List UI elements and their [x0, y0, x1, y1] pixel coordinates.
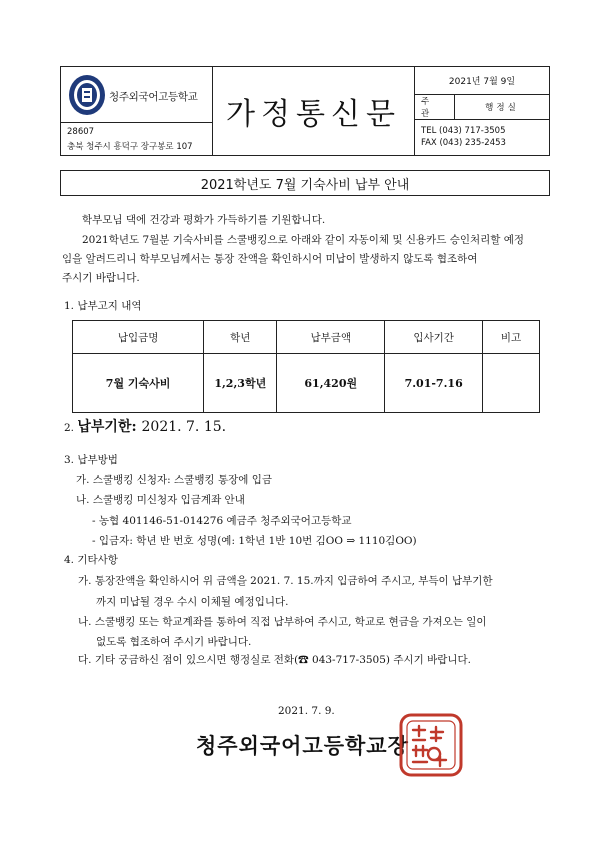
- issue-date: 2021년 7월 9일: [415, 67, 549, 95]
- fax: FAX (043) 235-2453: [421, 138, 506, 148]
- dept-value: 행정실: [485, 103, 519, 113]
- school-logo-row: [61, 67, 212, 123]
- footer-date: 2021. 7. 9.: [278, 705, 335, 717]
- list-item: - 농협 401146-51-014276 예금주 청주외국어고등학교: [92, 515, 352, 527]
- postcode: 28607: [67, 127, 95, 137]
- table-header-row: [73, 321, 540, 354]
- school-name: 청주외국어고등학교: [109, 91, 198, 103]
- due-label: 납부기한:: [77, 419, 142, 435]
- intro-line: 임을 알려드리니 학부모님께서는 통장 잔액을 확인하시어 미납이 발생하지 않도록 협조하여: [62, 253, 478, 265]
- address: 충북 청주시 흥덕구 장구봉로 107: [67, 142, 193, 152]
- payment-table: [72, 320, 540, 413]
- table-cell: [483, 354, 540, 413]
- list-item: 없도록 협조하여 주시기 바랍니다.: [96, 636, 252, 648]
- intro-line: 학부모님 댁에 건강과 평화가 가득하기를 기원합니다.: [82, 214, 326, 226]
- subject-box: 2021학년도 7월 기숙사비 납부 안내: [60, 170, 550, 196]
- section-heading: 4. 기타사항: [64, 554, 118, 566]
- list-item: 가. 스쿨뱅킹 신청자: 스쿨뱅킹 통장에 입금: [76, 474, 272, 486]
- document-title: 가정통신문: [226, 97, 401, 132]
- header-info-cell: [414, 67, 549, 155]
- column-header: 입사기간: [385, 321, 483, 354]
- table-cell: 7월 기숙사비: [73, 354, 204, 413]
- due-value: 2021. 7. 15.: [141, 419, 227, 435]
- table-cell: 1,2,3학년: [204, 354, 277, 413]
- due-date-line: [64, 416, 226, 436]
- section-heading: 1. 납부고지 내역: [64, 300, 142, 312]
- column-header: 학년: [204, 321, 277, 354]
- dept-label: 주 관: [415, 95, 455, 119]
- table-cell: 7.01-7.16: [385, 354, 483, 413]
- list-item: 다. 기타 궁금하신 점이 있으시면 행정실로 전화(☎ 043-717-3505) 주시기 바랍니다.: [78, 654, 472, 666]
- column-header: 납입금명: [73, 321, 204, 354]
- header-school-cell: [61, 67, 213, 155]
- school-emblem-icon: [67, 73, 107, 117]
- section-heading: 3. 납부방법: [64, 454, 118, 466]
- signature: 청주외국어고등학교장: [196, 734, 409, 758]
- column-header: 비고: [483, 321, 540, 354]
- table-cell: 61,420원: [277, 354, 385, 413]
- list-item: - 입금자: 학년 반 번호 성명(예: 1학년 1반 10번 김OO ⇒ 1110김OO): [92, 535, 417, 547]
- table-row: [73, 354, 540, 413]
- intro-line: 2021학년도 7월분 기숙사비를 스쿨뱅킹으로 아래와 같이 자동이체 및 신용카드 승인처리할 예정: [82, 234, 525, 246]
- list-item: 나. 스쿨뱅킹 미신청자 입금계좌 안내: [76, 494, 245, 506]
- column-header: 납부금액: [277, 321, 385, 354]
- intro-line: 주시기 바랍니다.: [62, 272, 140, 284]
- section-number: 2.: [64, 422, 78, 434]
- header-box: [60, 66, 550, 156]
- dept-row: [415, 95, 549, 120]
- tel: TEL (043) 717-3505: [421, 126, 506, 136]
- official-seal-icon: [398, 712, 464, 778]
- list-item: 까지 미납될 경우 수시 이체될 예정입니다.: [96, 596, 289, 608]
- list-item: 나. 스쿨뱅킹 또는 학교계좌를 통하여 직접 납부하여 주시고, 학교로 현금을 가져오는 일이: [78, 616, 487, 628]
- list-item: 가. 통장잔액을 확인하시어 위 금액을 2021. 7. 15.까지 입금하여 주시고, 부득이 납부기한: [78, 575, 493, 587]
